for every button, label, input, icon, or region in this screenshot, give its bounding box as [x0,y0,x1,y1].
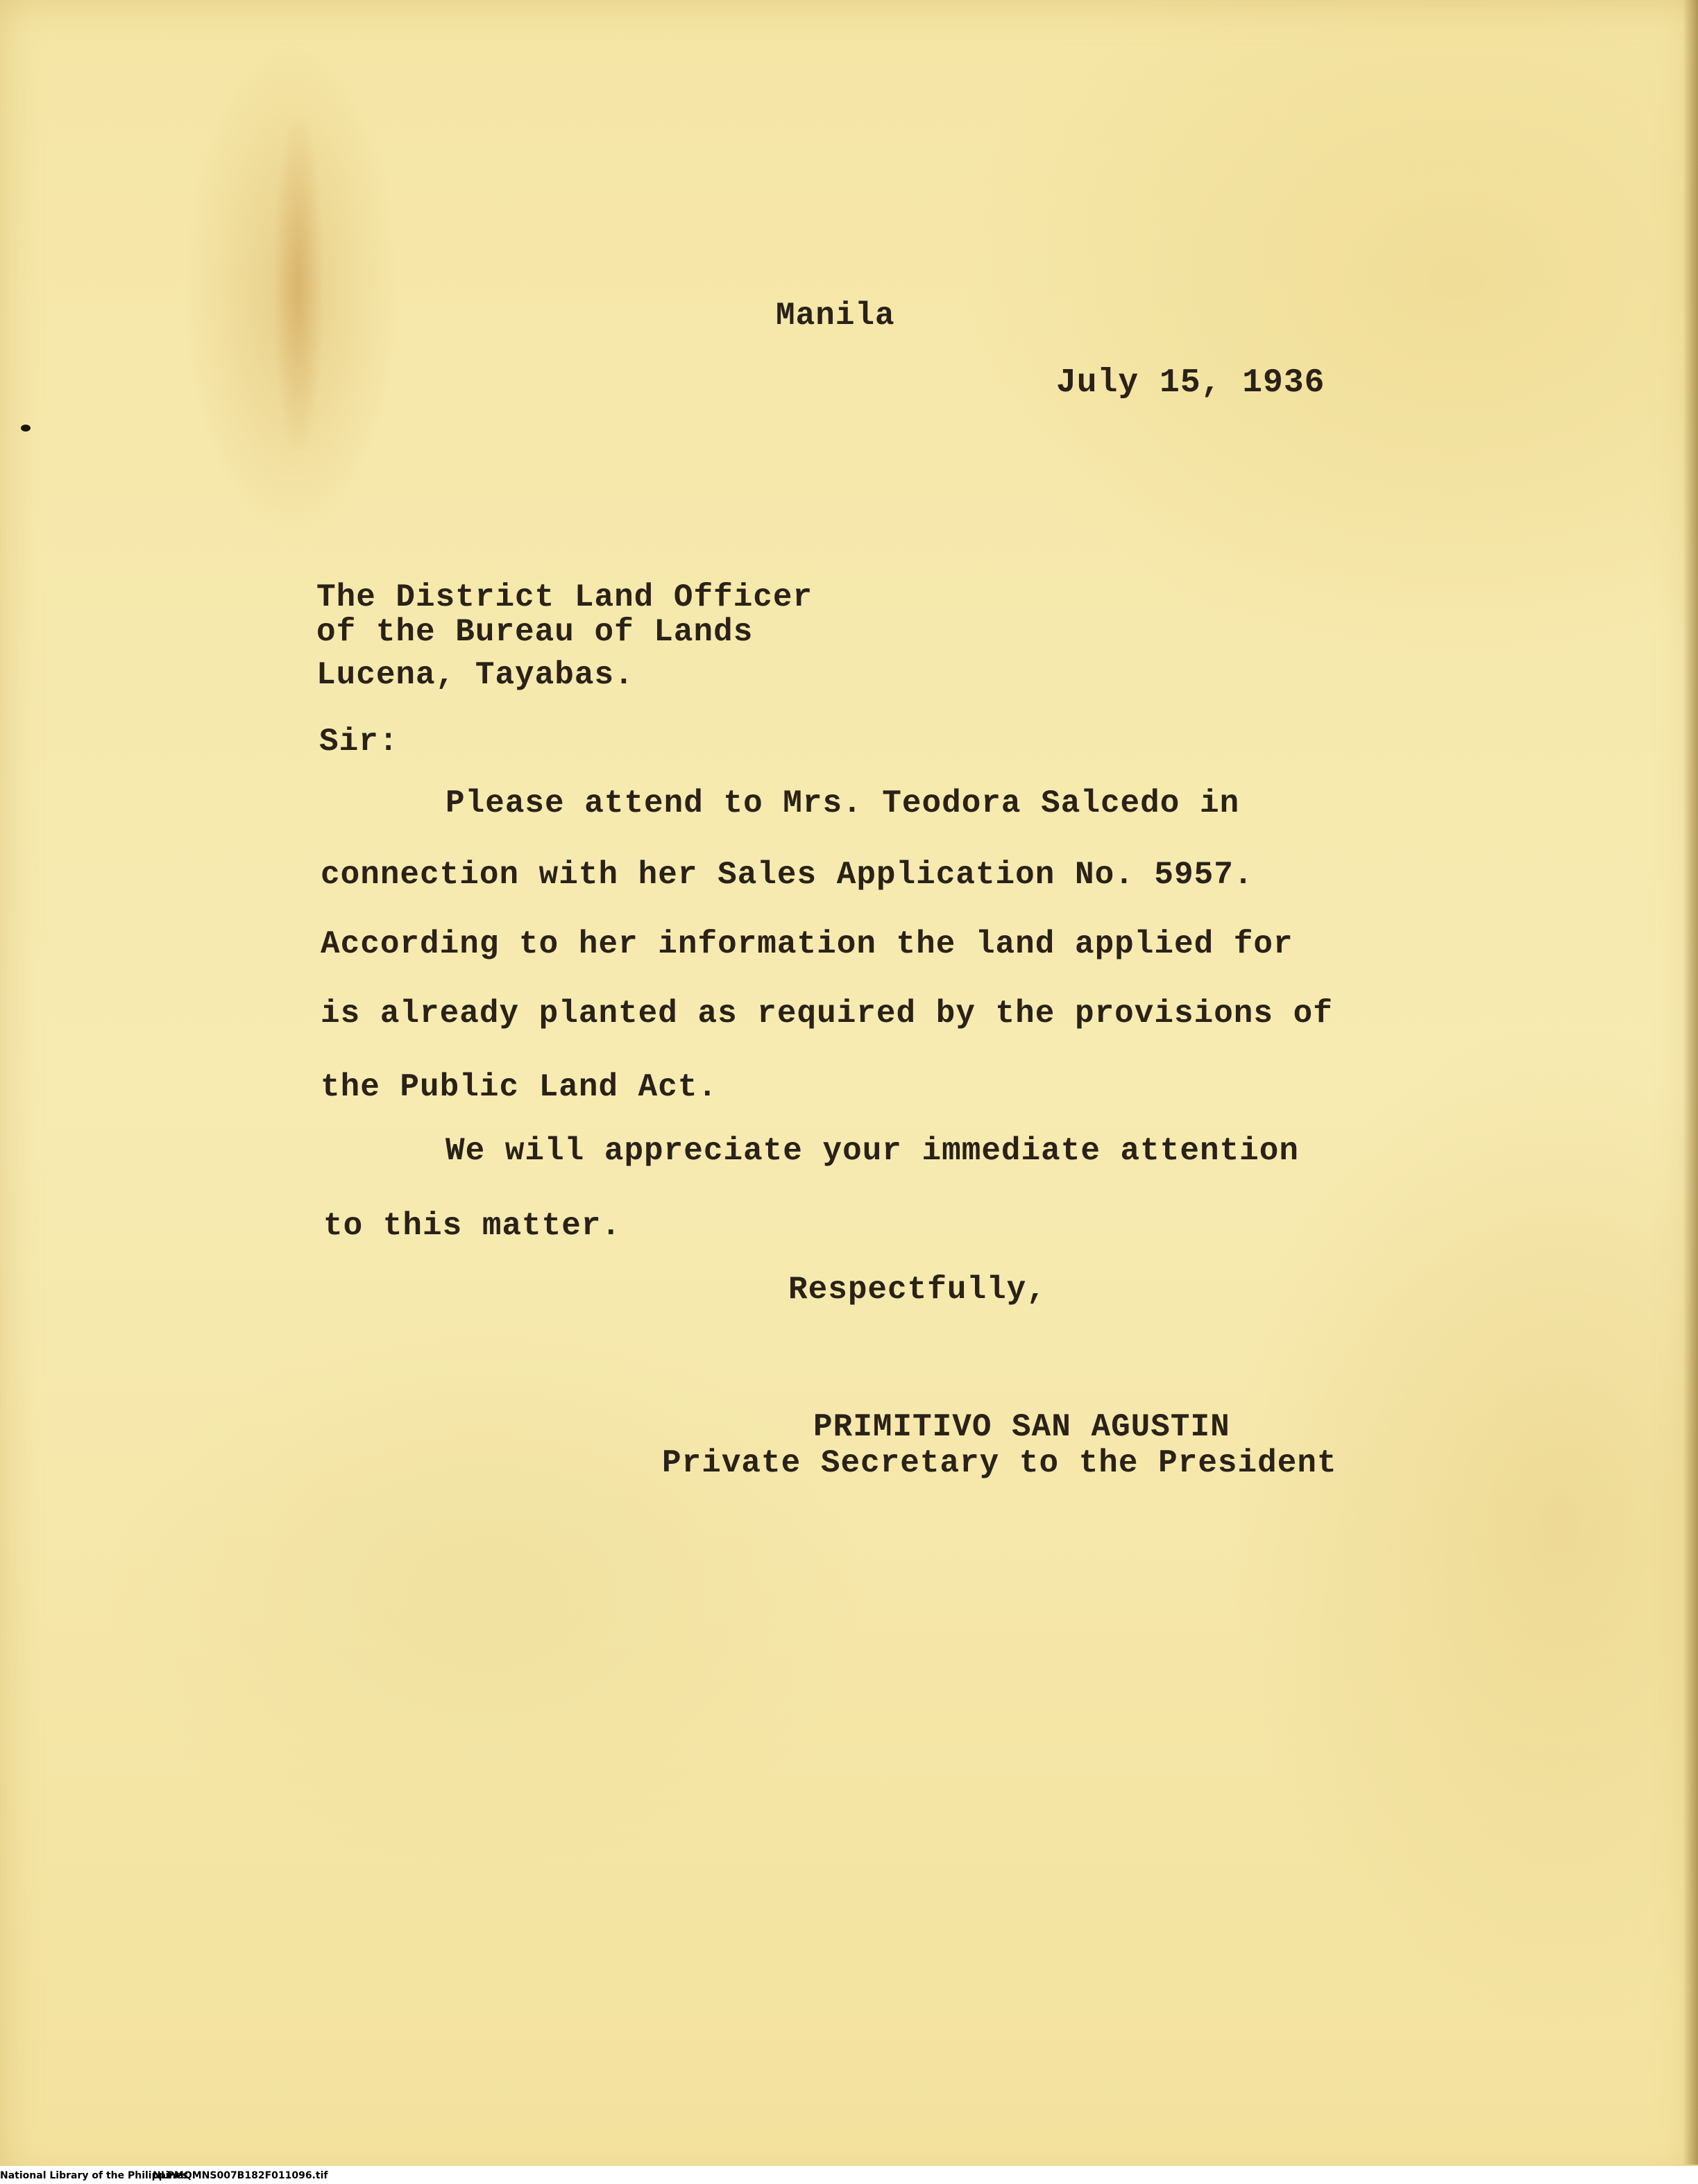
body-line-6: We will appreciate your immediate attention [445,1133,1299,1169]
signatory-title: Private Secretary to the President [662,1445,1337,1481]
footer-institution: National Library of the Philippines [0,2170,189,2181]
addressee-line-3: Lucena, Tayabas. [316,657,634,693]
letter-date: July 15, 1936 [1056,364,1325,402]
body-line-2: connection with her Sales Application No. 5957. [321,857,1254,893]
addressee-line-1: The District Land Officer [316,579,813,615]
paper-edge-shadow [1683,0,1698,2165]
punch-mark-icon [21,425,31,432]
signatory-name: PRIMITIVO SAN AGUSTIN [813,1409,1230,1445]
salutation: Sir: [319,724,399,760]
letter-place: Manila [776,298,895,334]
body-line-4: is already planted as required by the provisions of [321,996,1333,1032]
addressee-line-2: of the Bureau of Lands [316,614,754,650]
paper-stain [274,118,323,451]
body-line-5: the Public Land Act. [321,1069,718,1105]
body-line-7: to this matter. [323,1208,622,1244]
body-line-1: Please attend to Mrs. Teodora Salcedo in [445,785,1240,821]
closing: Respectfully, [788,1272,1046,1308]
footer-file-id: NLPMQMNS007B182F011096.tif [153,2170,328,2181]
body-line-3: According to her information the land applied for [321,926,1293,962]
